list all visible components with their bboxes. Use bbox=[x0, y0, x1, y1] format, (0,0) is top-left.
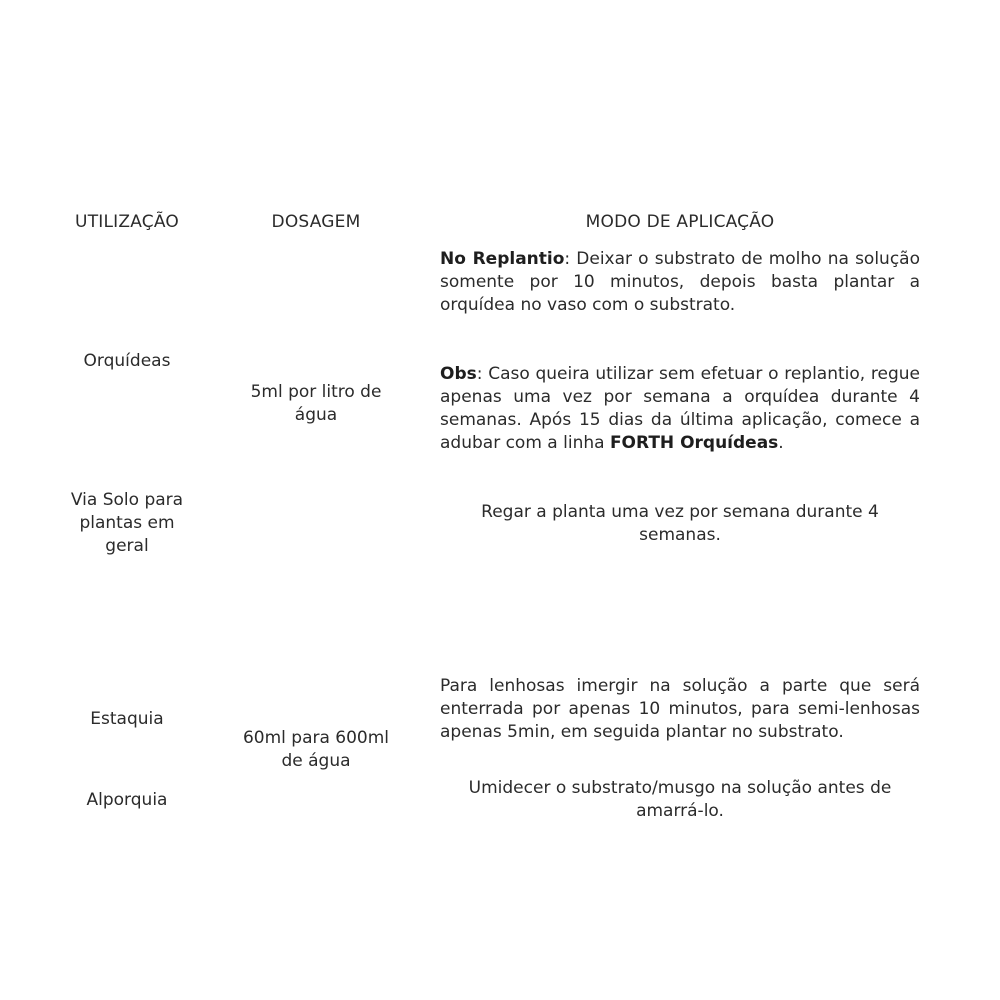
modo-alporquia: Umidecer o substrato/musgo na solução antes de amarrá-lo. bbox=[468, 778, 892, 821]
modo-via-solo: Regar a planta uma vez por semana durante 4 semanas. bbox=[481, 502, 879, 545]
uso-via-solo: Via Solo para plantas em geral bbox=[70, 490, 184, 556]
header-dosagem: DOSAGEM bbox=[271, 212, 361, 232]
replantio-text: : Deixar o substrato de molho na solução somente por 10 minutos, depois basta plantar a orquídea no vaso com o substrato. bbox=[440, 249, 920, 315]
uso-orquideas: Orquídeas bbox=[83, 351, 171, 371]
uso-alporquia: Alporquia bbox=[86, 790, 168, 810]
modo-replantio bbox=[440, 248, 920, 317]
obs-end: . bbox=[778, 433, 784, 453]
dosagem-orquideas: 5ml por litro de água bbox=[250, 382, 382, 425]
dosagem-estaquia: 60ml para 600ml de água bbox=[242, 728, 390, 771]
header-utilizacao: UTILIZAÇÃO bbox=[75, 212, 179, 232]
obs-text: : Caso queira utilizar sem efetuar o replantio, regue apenas uma vez por semana a orquídea durante 4 semanas. Após 15 dias da última aplicação, comece a adubar com a linha bbox=[440, 364, 920, 453]
uso-estaquia: Estaquia bbox=[90, 709, 164, 729]
modo-obs bbox=[440, 363, 920, 455]
obs-label: Obs bbox=[440, 364, 477, 384]
replantio-label: No Replantio bbox=[440, 249, 565, 269]
modo-estaquia: Para lenhosas imergir na solução a parte que será enterrada por apenas 10 minutos, para semi-lenhosas apenas 5min, em seguida plantar no substrato. bbox=[440, 676, 920, 742]
header-modo-de-aplicacao: MODO DE APLICAÇÃO bbox=[585, 212, 775, 232]
obs-brand: FORTH Orquídeas bbox=[609, 433, 779, 453]
